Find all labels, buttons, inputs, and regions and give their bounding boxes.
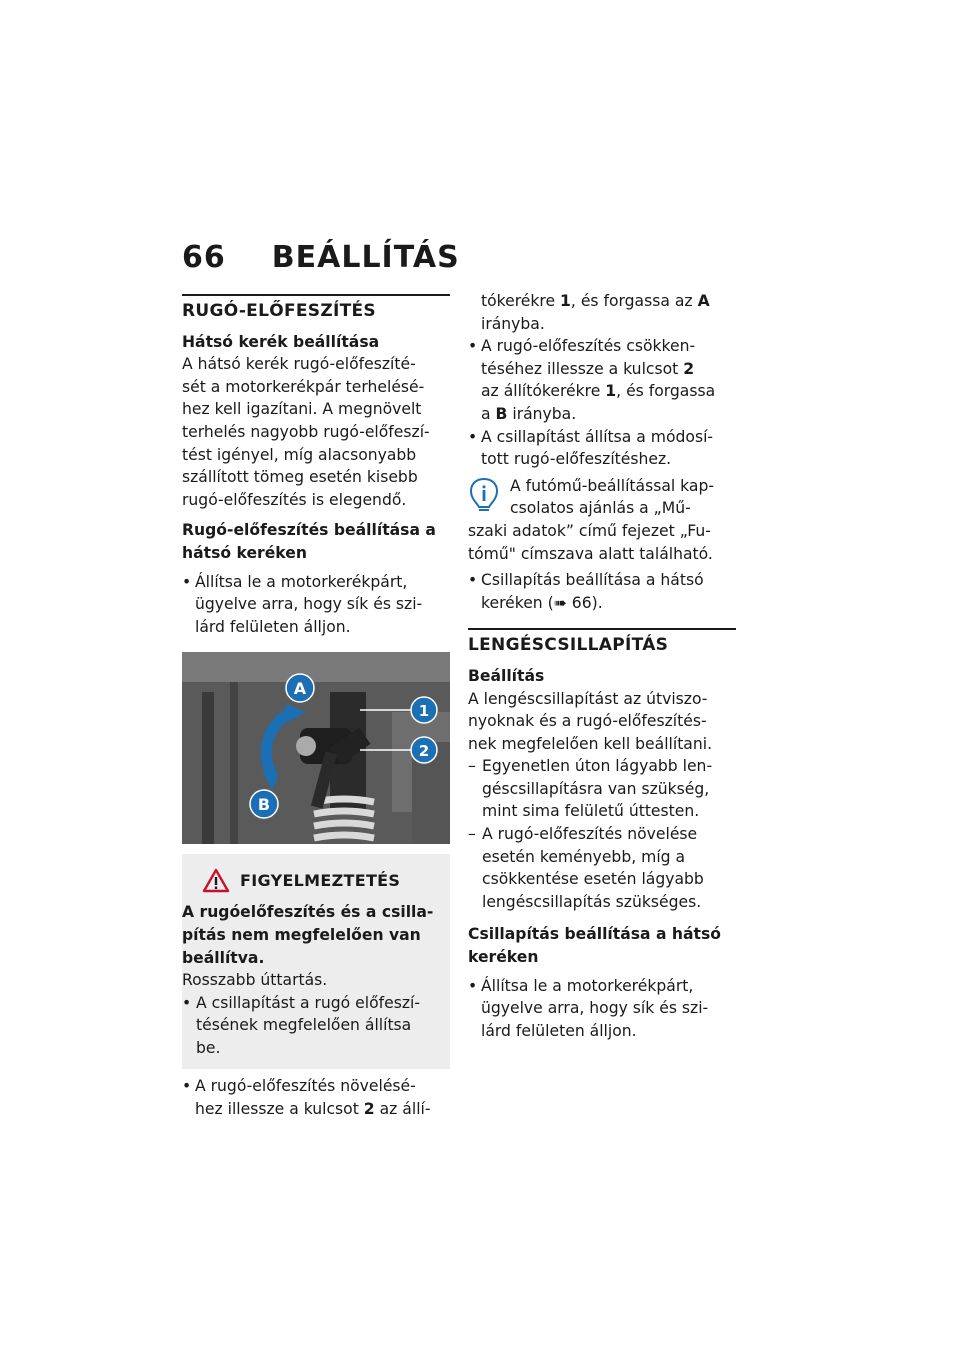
text-line: [481, 358, 736, 381]
subheading-setting: Beállítás: [468, 666, 545, 685]
figure-label-a: A: [293, 679, 307, 699]
warning-box: [182, 854, 450, 1069]
text-fragment: az állí-: [374, 1100, 431, 1119]
heading-line: Rugó-előfeszítés beállítása a: [182, 521, 436, 540]
text-line: beállítva.: [182, 948, 265, 967]
setting-paragraph: [468, 688, 736, 756]
text-fragment: az állítókerékre: [481, 382, 606, 401]
section-rule: [468, 628, 736, 630]
subheading-damping-adjust: [468, 923, 736, 968]
list-item: [468, 823, 736, 913]
text-line: • A rugó-előfeszítés csökken-: [481, 337, 696, 356]
left-column: [182, 282, 450, 1121]
heading-line: hátsó keréken: [182, 543, 307, 562]
page-number: 66: [182, 240, 226, 275]
text-line: szállított tömeg esetén kisebb: [182, 468, 418, 487]
warning-bullet-list: [182, 992, 450, 1060]
text-line: • Állítsa le a motorkerékpárt,: [195, 572, 408, 591]
warning-text: Rosszabb úttartás.: [182, 971, 328, 990]
text-line: pítás nem megfelelően van: [182, 925, 421, 944]
page-reference-link[interactable]: 66).: [566, 593, 603, 612]
list-item: [182, 992, 450, 1060]
text-line: • A csillapítást a rugó előfeszí-: [196, 993, 420, 1012]
list-item-continued: [468, 290, 736, 335]
text-fragment: keréken (: [481, 593, 554, 612]
list-item: [182, 1075, 450, 1120]
text-fragment: , és forgassa: [616, 382, 716, 401]
section-title-damping: LENGÉSCSILLAPÍTÁS: [468, 635, 669, 656]
info-note: [468, 475, 736, 565]
text-line: irányba.: [481, 314, 545, 333]
chapter-title: BEÁLLÍTÁS: [271, 240, 460, 275]
text-line: [481, 592, 736, 615]
text-line: lengéscsillapítás szükséges.: [482, 892, 702, 911]
text-line: A futómű-beállítással kap-: [510, 476, 714, 495]
text-fragment: irányba.: [507, 404, 577, 423]
key-number: 2: [683, 359, 695, 378]
text-line: tést igényel, míg alacsonyabb: [182, 445, 417, 464]
text-line: [481, 380, 736, 403]
key-number: 2: [363, 1100, 375, 1119]
text-line: terhelés nagyobb rugó-előfeszí-: [182, 422, 430, 441]
text-line: csökkentése esetén lágyabb: [482, 870, 704, 889]
figure-label-b: B: [257, 795, 271, 815]
text-line: hez kell igazítani. A megnövelt: [182, 400, 422, 419]
text-line: csolatos ajánlás a „Mű-: [510, 499, 691, 518]
text-fragment: tókerékre: [481, 292, 561, 310]
text-line: rugó-előfeszítés is elegendő.: [182, 490, 407, 509]
text-line: [195, 1098, 450, 1121]
section-title-spring-preload: RUGÓ-ELŐFESZÍTÉS: [182, 301, 376, 321]
bullet-list: [468, 975, 736, 1043]
key-number: 1: [605, 382, 617, 401]
text-line: ügyelve arra, hogy sík és szi-: [481, 999, 709, 1018]
list-item: [182, 571, 450, 639]
list-item: [468, 426, 736, 471]
page-reference-arrow-icon: ➠: [553, 593, 567, 612]
figure-label-1: 1: [418, 702, 430, 721]
text-line: – A rugó-előfeszítés növelése: [482, 825, 698, 844]
key-number: 1: [560, 292, 571, 310]
text-line: lárd felületen álljon.: [481, 1021, 637, 1040]
heading-line: Csillapítás beállítása a hátsó: [468, 925, 722, 944]
text-line: A rugóelőfeszítés és a csilla-: [182, 903, 434, 922]
text-line: esetén keményebb, míg a: [482, 847, 686, 866]
text-line: tott rugó-előfeszítéshez.: [481, 450, 672, 469]
bullet-list: [182, 1075, 450, 1120]
text-line: mint sima felületű úttesten.: [482, 802, 700, 821]
dash-list: [468, 755, 736, 913]
text-line: be.: [196, 1038, 221, 1057]
text-line: • A csillapítást állítsa a módosí-: [481, 427, 714, 446]
text-line: A lengéscsillapítást az útviszo-: [468, 689, 708, 708]
text-fragment: a: [481, 404, 496, 423]
list-item: [468, 569, 736, 614]
text-line: nek megfelelően kell beállítani.: [468, 734, 713, 753]
warning-header: [202, 868, 450, 893]
warning-title: FIGYELMEZTETÉS: [240, 870, 401, 890]
text-fragment: téséhez illessze a kulcsot: [481, 359, 684, 378]
text-line: – Egyenetlen úton lágyabb len-: [482, 757, 713, 776]
text-line: nyoknak és a rugó-előfeszítés-: [468, 712, 707, 731]
text-line: • Csillapítás beállítása a hátsó: [481, 571, 704, 590]
text-fragment: , és forgassa az: [570, 292, 698, 310]
warning-triangle-icon: [202, 868, 230, 893]
text-line: tésének megfelelően állítsa: [196, 1016, 412, 1035]
direction-letter: A: [697, 292, 710, 310]
right-column: [468, 290, 736, 1042]
text-line: ügyelve arra, hogy sík és szi-: [195, 595, 423, 614]
text-line: • Állítsa le a motorkerékpárt,: [481, 976, 694, 995]
subheading-adjust-preload: [182, 519, 450, 564]
subheading-rear-wheel: Hátsó kerék beállítása: [182, 332, 380, 351]
text-line: lárd felületen álljon.: [195, 617, 351, 636]
text-line: sét a motorkerékpár terhelésé-: [182, 377, 425, 396]
text-line: [481, 403, 736, 426]
section-rule: [182, 294, 450, 296]
rear-paragraph: [182, 353, 450, 511]
text-line: • A rugó-előfeszítés növelésé-: [195, 1077, 416, 1096]
text-fragment: hez illessze a kulcsot: [195, 1100, 364, 1119]
page-header: [182, 240, 460, 275]
figure-label-2: 2: [418, 742, 430, 761]
text-line: szaki adatok” című fejezet „Fu-: [468, 521, 711, 540]
bullet-list: [468, 290, 736, 471]
bullet-list: [182, 571, 450, 639]
list-item: [468, 755, 736, 823]
direction-letter: B: [495, 404, 508, 423]
text-line: tómű" címszava alatt található.: [468, 544, 713, 563]
info-icon: [468, 477, 500, 513]
bullet-list: [468, 569, 736, 614]
shock-absorber-photo: [182, 652, 450, 844]
shock-absorber-illustration: [182, 652, 450, 844]
text-line: géscsillapításra van szükség,: [482, 779, 710, 798]
list-item: [468, 975, 736, 1043]
text-line: A hátsó kerék rugó-előfeszíté-: [182, 355, 416, 374]
warning-subtitle: [182, 901, 450, 969]
heading-line: keréken: [468, 948, 539, 967]
text-line: [481, 290, 736, 313]
list-item: [468, 335, 736, 425]
